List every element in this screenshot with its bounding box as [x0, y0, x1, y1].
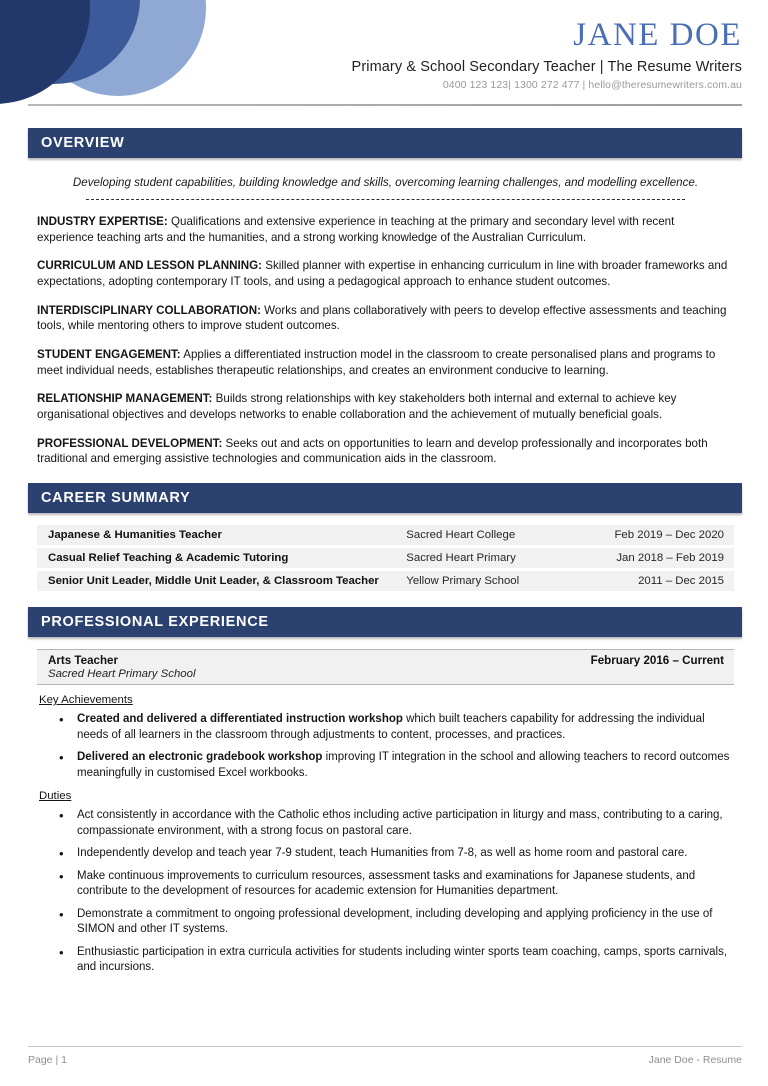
career-role: Senior Unit Leader, Middle Unit Leader, & Classroom Teacher — [48, 575, 379, 587]
job-organisation: Sacred Heart Primary School — [48, 668, 196, 681]
resume-content — [0, 128, 768, 976]
section-header-professional-experience: PROFESSIONAL EXPERIENCE — [28, 607, 742, 637]
job-dates: February 2016 – Current — [590, 654, 724, 668]
header-text-block — [182, 18, 742, 91]
table-row — [37, 525, 734, 545]
career-dates: Jan 2018 – Feb 2019 — [616, 552, 724, 564]
list-item: • Act consistently in accordance with the Catholic ethos including active participation in liturgy and mass, contributing to a caring, compassionate environment, with a strong focus on pastoral care. — [37, 808, 734, 839]
circle-light — [30, 0, 206, 96]
overview-paragraph: INTERDISCIPLINARY COLLABORATION: Works and plans collaboratively with peers to develop effective assessments and teaching tools, while mentoring others to improve student outcomes. — [37, 303, 727, 333]
footer-page-label: Page | 1 — [28, 1054, 67, 1066]
circle-dark — [0, 0, 90, 104]
resume-header — [0, 0, 768, 112]
list-item: • Independently develop and teach year 7-9 student, teach Humanities from 7-8, as well as home room and pastoral care. — [37, 846, 734, 862]
list-item: • Make continuous improvements to curriculum resources, assessment tasks and examinations for Japanese students, and contribute to the development of resources for academic extension for Humanities department. — [37, 869, 734, 900]
footer-divider — [28, 1046, 742, 1047]
overview-paragraph: CURRICULUM AND LESSON PLANNING: Skilled planner with expertise in enhancing curriculum in line with broader frameworks and expectations, adopting contemporary IT tools, and using a pedagogical approach to enhance student outcomes. — [37, 259, 728, 289]
page-title: JANE DOE — [573, 17, 742, 53]
header-divider — [28, 104, 742, 106]
overview-paragraph: INDUSTRY EXPERTISE: Qualifications and extensive experience in teaching at the primary and secondary level with recent experience teaching arts and the humanities, and a strong working knowledge of the Australian Curriculum. — [37, 215, 675, 244]
overview-paragraph-label: PROFESSIONAL DEVELOPMENT: — [37, 436, 223, 450]
table-row — [37, 548, 734, 568]
career-organisation: Sacred Heart Primary — [406, 552, 516, 564]
career-organisation: Sacred Heart College — [406, 529, 516, 541]
overview-paragraph-label: INDUSTRY EXPERTISE: — [37, 215, 168, 229]
overview-paragraph: STUDENT ENGAGEMENT: Applies a differentiated instruction model in the classroom to create personalised plans and programs to meet individual needs, establishes therapeutic relationships, and creates an environment conducive to learning. — [37, 348, 716, 377]
header-tagline: Primary & School Secondary Teacher | The Resume Writers — [351, 58, 742, 75]
section-header-overview: OVERVIEW — [28, 128, 742, 158]
overview-paragraph-list — [37, 214, 734, 467]
key-achievements-list — [37, 712, 734, 781]
overview-paragraph-label: CURRICULUM AND LESSON PLANNING: — [37, 259, 262, 273]
duties-list — [37, 808, 734, 976]
overview-intro: Developing student capabilities, building knowledge and skills, overcoming learning challenges, and modelling excellence. — [72, 176, 699, 190]
list-item: • Delivered an electronic gradebook workshop improving IT integration in the school and allowing teachers to record outcomes meaningfully in customised Excel workbooks. — [37, 750, 734, 781]
overview-paragraph: PROFESSIONAL DEVELOPMENT: Seeks out and acts on opportunities to learn and develop professionally and incorporates both traditional and emerging assistive technologies and communication aids in the classroom. — [37, 436, 708, 466]
job-title: Arts Teacher — [48, 654, 119, 668]
overview-body — [28, 175, 742, 467]
table-row — [37, 571, 734, 591]
list-item: • Enthusiastic participation in extra curricula activities for students including winter sports team coaching, camps, sports carnivals, and incursions. — [37, 945, 734, 976]
key-achievements-heading: Key Achievements — [39, 694, 133, 707]
bullet-highlight: Delivered an electronic gradebook workshop — [77, 751, 323, 764]
overview-paragraph-label: STUDENT ENGAGEMENT: — [37, 348, 181, 362]
career-organisation: Yellow Primary School — [406, 575, 520, 587]
experience-block — [28, 649, 742, 976]
career-dates: 2011 – Dec 2015 — [638, 575, 724, 587]
footer-document-label: Jane Doe - Resume — [648, 1054, 742, 1066]
circle-medium — [0, 0, 140, 84]
section-header-career-summary: CAREER SUMMARY — [28, 483, 742, 513]
overview-paragraph-label: INTERDISCIPLINARY COLLABORATION: — [37, 303, 261, 317]
overview-dashed-divider — [86, 199, 685, 200]
list-item: • Created and delivered a differentiated instruction workshop which built teachers capability for addressing the individual needs of all learners in the classroom through adjustments to content, processes, and practices. — [37, 712, 734, 743]
bullet-highlight: Created and delivered a differentiated instruction workshop — [77, 713, 403, 726]
page-footer — [28, 1046, 742, 1066]
header-contact-line: 0400 123 123| 1300 272 477 | hello@theresumewriters.com.au — [442, 78, 742, 91]
career-role: Japanese & Humanities Teacher — [48, 529, 222, 541]
career-dates: Feb 2019 – Dec 2020 — [614, 529, 724, 541]
job-entry-header — [37, 649, 734, 685]
duties-heading: Duties — [39, 790, 72, 803]
overview-paragraph-label: RELATIONSHIP MANAGEMENT: — [37, 392, 213, 406]
list-item: • Demonstrate a commitment to ongoing professional development, including developing and applying proficiency in the use of SIMON and other IT systems. — [37, 907, 734, 938]
overview-paragraph: RELATIONSHIP MANAGEMENT: Builds strong relationships with key stakeholders both internal and external to achieve key organisational objectives and develops networks to enable collaboration and the achievement of mutually beneficial goals. — [37, 392, 677, 421]
career-summary-table — [28, 525, 742, 591]
career-role: Casual Relief Teaching & Academic Tutoring — [48, 552, 289, 564]
